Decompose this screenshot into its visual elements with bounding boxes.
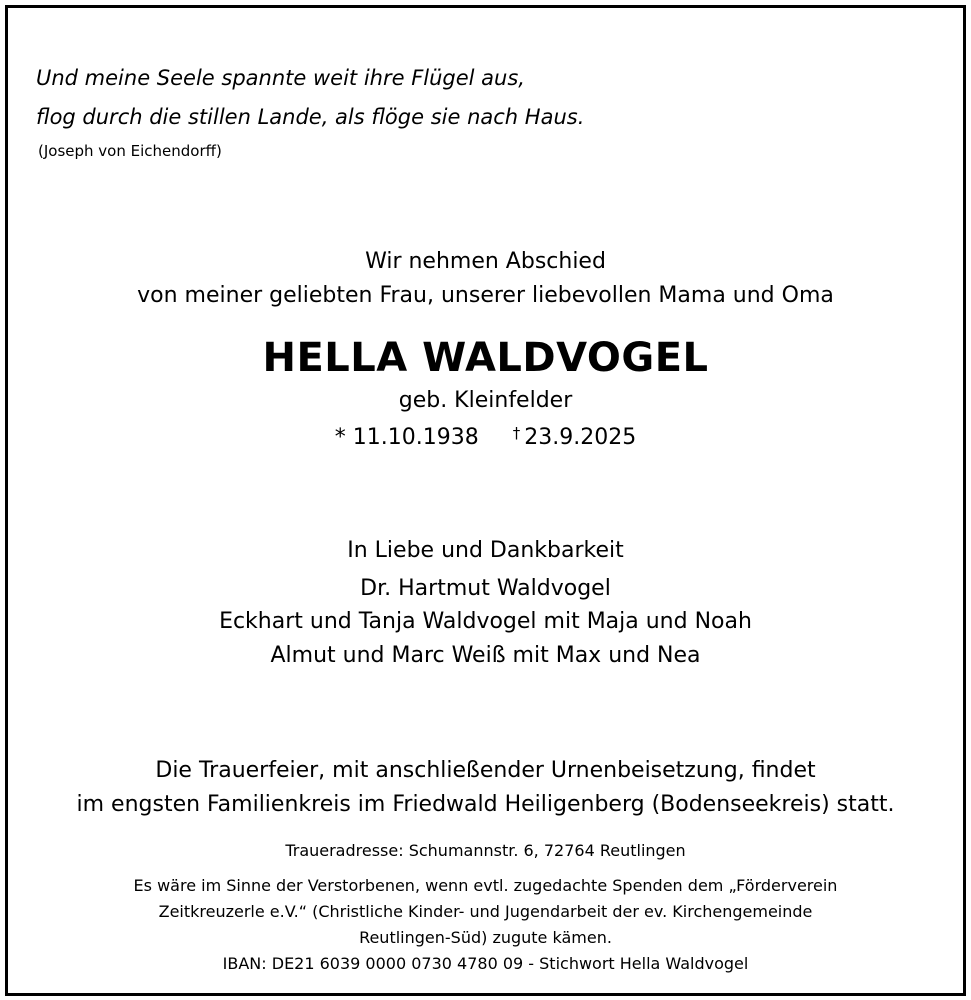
quote-author: (Joseph von Eichendorff) bbox=[38, 142, 222, 160]
quote-line-2: flog durch die stillen Lande, als flöge sie nach Haus. bbox=[36, 105, 585, 129]
family-member: Dr. Hartmut Waldvogel bbox=[360, 576, 611, 601]
donation-line-3: Reutlingen-Süd) zugute kämen. bbox=[359, 928, 612, 947]
family-member: Eckhart und Tanja Waldvogel mit Maja und Noah bbox=[219, 609, 752, 634]
mourning-address: Traueradresse: Schumannstr. 6, 72764 Reutlingen bbox=[285, 841, 686, 860]
ceremony-line-1: Die Trauerfeier, mit anschließender Urnenbeisetzung, findet bbox=[155, 758, 816, 783]
donation-line-2: Zeitkreuzerle e.V.“ (Christliche Kinder- und Jugendarbeit der ev. Kirchengemeinde bbox=[158, 902, 813, 921]
intro-line-2: von meiner geliebten Frau, unserer liebevollen Mama und Oma bbox=[137, 283, 834, 308]
life-dates bbox=[8, 424, 963, 450]
family-heading: In Liebe und Dankbarkeit bbox=[347, 538, 624, 563]
quote-line-1: Und meine Seele spannte weit ihre Flügel aus, bbox=[36, 66, 525, 90]
donation-iban: IBAN: DE21 6039 0000 0730 4780 09 - Stichwort Hella Waldvogel bbox=[222, 954, 749, 973]
obituary-frame bbox=[5, 5, 966, 996]
death-date: 23.9.2025 bbox=[524, 425, 637, 450]
donation-line-1: Es wäre im Sinne der Verstorbenen, wenn evtl. zugedachte Spenden dem „Förderverein bbox=[133, 876, 838, 895]
cross-icon: † bbox=[512, 424, 521, 442]
maiden-name: geb. Kleinfelder bbox=[398, 388, 573, 413]
ceremony-line-2: im engsten Familienkreis im Friedwald Heiligenberg (Bodenseekreis) statt. bbox=[76, 792, 895, 817]
birth-date: * 11.10.1938 bbox=[334, 425, 479, 450]
family-member: Almut und Marc Weiß mit Max und Nea bbox=[270, 643, 701, 668]
deceased-name: HELLA WALDVOGEL bbox=[262, 335, 709, 381]
intro-line-1: Wir nehmen Abschied bbox=[365, 249, 606, 274]
